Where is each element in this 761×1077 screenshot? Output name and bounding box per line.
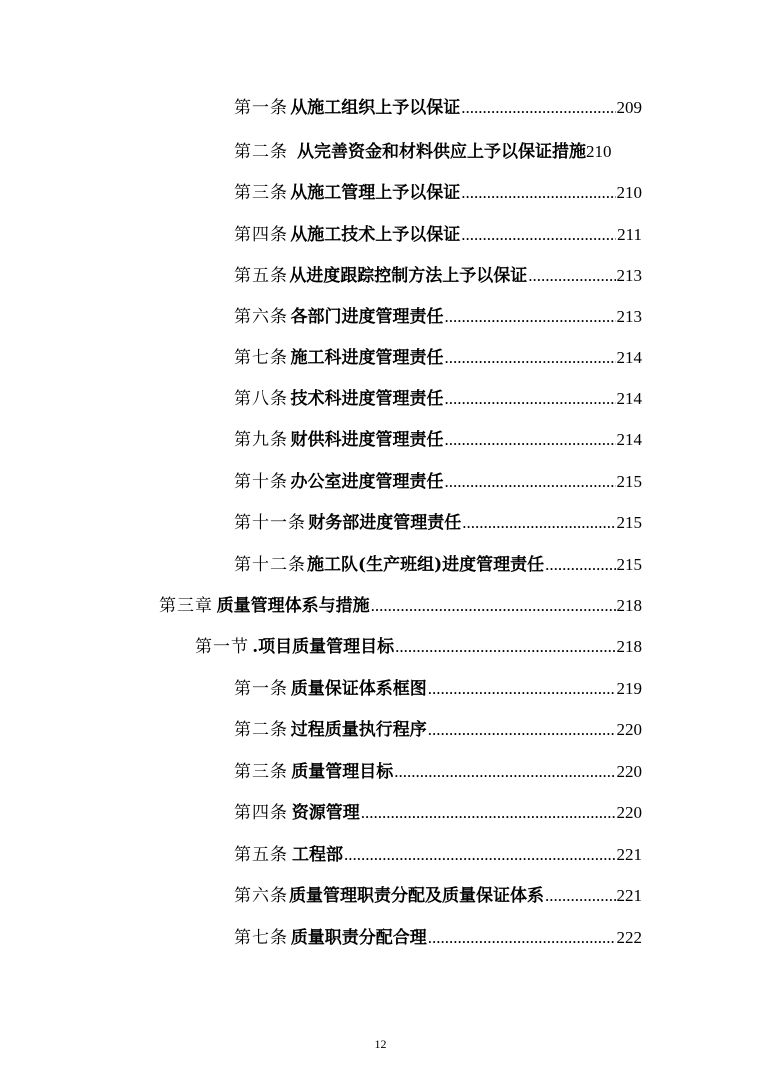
toc-entry-number: 第十一条 <box>234 513 306 533</box>
page-number: 12 <box>374 1037 387 1051</box>
toc-entry-number: 第二条 <box>234 720 288 740</box>
toc-entry-number: 第四条 <box>234 225 288 245</box>
toc-entry-page: 209 <box>616 98 642 117</box>
dot-leader <box>461 179 615 207</box>
dot-leader <box>461 94 615 122</box>
toc-entry-title: 财供科进度管理责任 <box>290 430 444 450</box>
dot-leader <box>445 426 616 454</box>
dot-leader <box>545 551 615 579</box>
toc-entry-page: 211 <box>617 225 642 244</box>
toc-entry[interactable] <box>234 468 642 496</box>
toc-entry-number: 第二条 <box>234 142 288 162</box>
toc-entry-number: 第三章 <box>159 596 213 616</box>
toc-entry-number: 第一节 <box>195 637 249 657</box>
toc-entry-number: 第一条 <box>234 98 288 118</box>
toc-entry-number: 第九条 <box>234 430 288 450</box>
toc-entry-number: 第六条 <box>234 886 288 906</box>
toc-entry-number: 第五条 <box>234 266 288 286</box>
toc-entry-title: .项目质量管理目标 <box>252 637 395 657</box>
dot-leader <box>395 633 615 661</box>
dot-leader <box>461 221 616 249</box>
toc-entry-title: 施工科进度管理责任 <box>290 348 444 368</box>
toc-entry[interactable] <box>234 509 642 537</box>
toc-entry[interactable] <box>234 138 642 166</box>
toc-entry-page: 214 <box>616 389 642 408</box>
toc-entry-page: 214 <box>616 348 642 367</box>
dot-leader <box>445 303 616 331</box>
dot-leader <box>445 385 616 413</box>
toc-entry[interactable] <box>234 799 642 827</box>
toc-entry[interactable] <box>234 179 642 207</box>
toc-entry-title: 质量管理体系与措施 <box>216 596 370 616</box>
toc-entry-page: 210 <box>616 183 642 202</box>
toc-entry-page: 215 <box>616 555 642 574</box>
dot-leader <box>428 716 616 744</box>
dot-leader <box>462 509 615 537</box>
toc-entry[interactable] <box>234 675 642 703</box>
toc-entry-number: 第七条 <box>234 348 288 368</box>
toc-entry[interactable] <box>234 841 642 869</box>
toc-entry[interactable] <box>234 221 642 249</box>
toc-entry-page: 215 <box>616 513 642 532</box>
toc-entry[interactable] <box>234 716 642 744</box>
toc-chapter-entry[interactable] <box>159 592 642 620</box>
toc-entry-title: 从施工管理上予以保证 <box>290 183 461 203</box>
dot-leader <box>361 799 616 827</box>
dot-leader <box>428 675 616 703</box>
toc-entry-title: 质量保证体系框图 <box>290 679 427 699</box>
toc-entry-page: 213 <box>616 266 642 285</box>
toc-entry-title: 从施工组织上予以保证 <box>290 98 461 118</box>
toc-entry[interactable] <box>234 426 642 454</box>
toc-entry-page: 220 <box>616 803 642 822</box>
toc-entry-title: 财务部进度管理责任 <box>308 513 462 533</box>
toc-entry[interactable] <box>234 262 642 290</box>
toc-entry-title: 从施工技术上予以保证 <box>290 225 461 245</box>
toc-entry-number: 第八条 <box>234 389 288 409</box>
toc-entry-page: 221 <box>616 845 642 864</box>
toc-entry-page: 213 <box>616 307 642 326</box>
toc-section-entry[interactable] <box>195 633 642 661</box>
toc-entry[interactable] <box>234 344 642 372</box>
toc-entry[interactable] <box>234 758 642 786</box>
toc-entry-page: 220 <box>616 720 642 739</box>
toc-entry-page: 219 <box>616 679 642 698</box>
toc-entry-page: 215 <box>616 472 642 491</box>
toc-entry-title: 施工队(生产班组)进度管理责任 <box>307 555 545 575</box>
toc-entry-page: 214 <box>616 430 642 449</box>
toc-entry[interactable] <box>234 882 642 910</box>
dot-leader <box>445 468 616 496</box>
toc-entry-title: 办公室进度管理责任 <box>290 472 444 492</box>
toc-entry-title: 从完善资金和材料供应上予以保证措施 <box>297 142 586 162</box>
dot-leader <box>545 882 615 910</box>
toc-entry[interactable] <box>234 551 642 579</box>
toc-entry-number: 第十条 <box>234 472 288 492</box>
toc-entry-number: 第三条 <box>234 183 288 203</box>
toc-entry-number: 第六条 <box>234 307 288 327</box>
toc-entry-title: 质量管理职责分配及质量保证体系 <box>289 886 545 906</box>
dot-leader <box>371 592 616 620</box>
toc-entry[interactable] <box>234 303 642 331</box>
dot-leader <box>394 758 615 786</box>
toc-entry-title: 资源管理 <box>291 803 360 823</box>
dot-leader <box>344 841 616 869</box>
toc-entry[interactable] <box>234 924 642 952</box>
toc-entry-title: 过程质量执行程序 <box>290 720 427 740</box>
dot-leader <box>445 344 616 372</box>
toc-entry-title: 技术科进度管理责任 <box>290 389 444 409</box>
toc-entry-page: 220 <box>616 762 642 781</box>
toc-entry-number: 第七条 <box>234 928 288 948</box>
toc-entry-number: 第十二条 <box>234 555 306 575</box>
toc-entry-title: 质量管理目标 <box>291 762 394 782</box>
toc-entry-number: 第五条 <box>234 845 288 865</box>
toc-entry-page: 218 <box>616 637 642 656</box>
toc-entry-number: 第三条 <box>234 762 288 782</box>
toc-entry-title: 工程部 <box>291 845 343 865</box>
toc-entry-title: 各部门进度管理责任 <box>290 307 444 327</box>
toc-entry-number: 第四条 <box>234 803 288 823</box>
dot-leader <box>528 262 615 290</box>
toc-entry-page: 218 <box>616 596 642 615</box>
toc-entry[interactable] <box>234 385 642 413</box>
toc-entry-number: 第一条 <box>234 679 288 699</box>
toc-entry-title: 质量职责分配合理 <box>290 928 427 948</box>
toc-entry-title: 从进度跟踪控制方法上予以保证 <box>289 266 528 286</box>
dot-leader <box>428 924 616 952</box>
toc-entry[interactable] <box>234 94 642 122</box>
toc-entry-page: 210 <box>586 142 612 161</box>
toc-entry-page: 222 <box>616 928 642 947</box>
toc-entry-page: 221 <box>616 886 642 905</box>
